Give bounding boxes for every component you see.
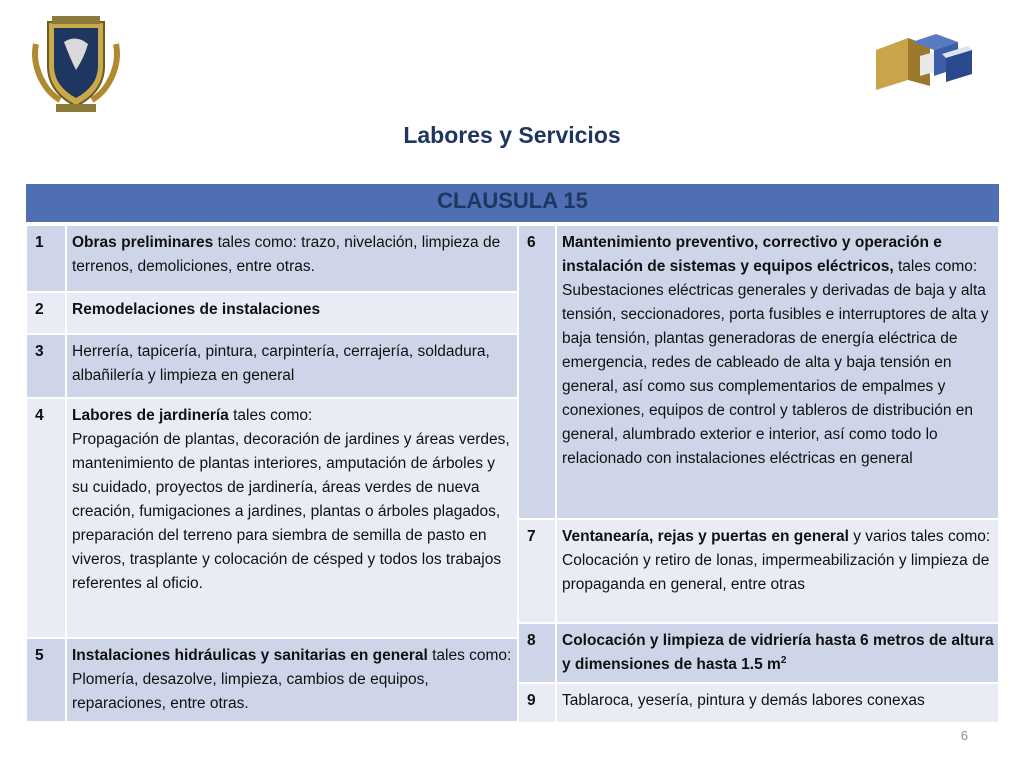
table-row (26, 638, 518, 722)
row-description: Colocación y limpieza de vidriería hasta 6 metros de altura y dimensiones de hasta 1.5 $m^2$ (556, 623, 999, 683)
row-description: Ventaneаría, rejas y puertas en general y varios tales como: Colocación y retiro de lonas, impermeabilización y limpieza de propaganda en general, entre otras (556, 519, 999, 623)
row-description: Labores de jardinería tales como: Propagación de plantas, decoración de jardines y áreas verdes, mantenimiento de plantas interiores, amputación de árboles y su cuidado, proyectos de jardinería, áreas verdes de nueva creación, fumigaciones a jardines, plantas o árboles plagados, preparación del terreno para siembra de semilla de pasto en viveros, trasplante y colocación de césped y todos los trabajos referentes al oficio. (66, 398, 518, 638)
row-description: Remodelaciones de instalaciones (66, 292, 518, 334)
row-description: Instalaciones hidráulicas y sanitarias en general tales como: Plomería, desazolve, limpieza, cambios de equipos, reparaciones, entre otras. (66, 638, 518, 722)
row-number: 6 (518, 225, 556, 519)
row-number: 4 (26, 398, 66, 638)
table-row (518, 519, 999, 623)
table-row (26, 225, 518, 292)
blocks-logo (872, 28, 976, 98)
page-title: Labores y Servicios (403, 122, 621, 148)
row-description: Tablaroca, yesería, pintura y demás labores conexas (556, 683, 999, 723)
row-number: 8 (518, 623, 556, 683)
row-number: 5 (26, 638, 66, 722)
table-row (26, 398, 518, 638)
table-row (26, 334, 518, 398)
left-services-table (25, 224, 519, 723)
slide-number: 6 (960, 728, 968, 743)
table-row (26, 292, 518, 334)
table-row (518, 225, 999, 519)
row-number: 2 (26, 292, 66, 334)
row-description: Mantenimiento preventivo, correctivo y operación e instalación de sistemas y equipos eléctricos, tales como: Subestaciones eléctricas generales y derivadas de baja y alta tensión, seccionadores, porta fusibles e interruptores de alta y baja tensión, plantas generadoras de energía eléctrica de emergencia, redes de cableado de alta y baja tensión en general, así como sus complementarios de empalmes y conexiones, equipos de control y tableros de distribución en general, alumbrado exterior e interior, así como todo lo relacionado con instalaciones eléctricas en general (556, 225, 999, 519)
row-description: Herrería, tapicería, pintura, carpintería, cerrajería, soldadura, albañilería y limpieza en general (66, 334, 518, 398)
row-number: 7 (518, 519, 556, 623)
table-row (518, 623, 999, 683)
row-number: 1 (26, 225, 66, 292)
table-row (518, 683, 999, 723)
right-services-table (517, 224, 1000, 724)
row-number: 9 (518, 683, 556, 723)
unam-crest-logo (30, 14, 122, 114)
row-description: Obras preliminares tales como: trazo, nivelación, limpieza de terrenos, demoliciones, entre otras. (66, 225, 518, 292)
table-title: CLAUSULA 15 (437, 188, 588, 213)
row-number: 3 (26, 334, 66, 398)
